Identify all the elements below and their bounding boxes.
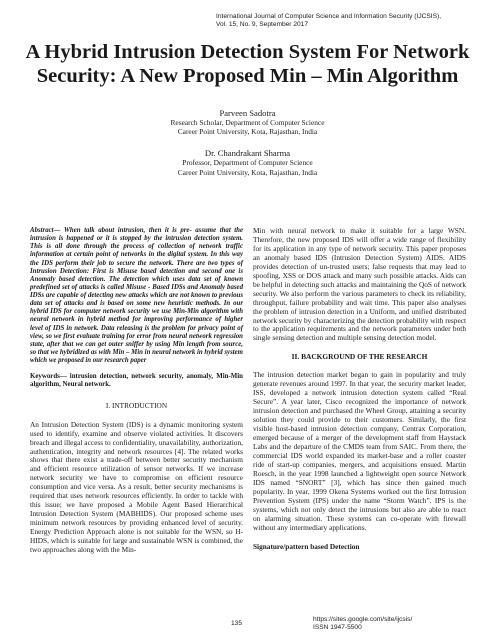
author-1 [100,108,395,136]
subsection-heading: Signature/pattern based Detection [253,541,360,551]
keywords: Keywords— intrusion detection, network security, anomaly, Min-Min algorithm, Neural network. [30,373,243,389]
author-affiliation: Career Point University, Kota, Rajasthan, India [177,167,318,177]
right-column [253,227,466,551]
author-name: Dr. Chandrakant Sharma [204,148,291,159]
background-text: The intrusion detection market began to gain in popularity and truly generate revenues around 1997. In that year, the security market leader, ISS, developed a network intrusion detection system called “Real Secure”. A year later, Cisco recognized the importance of network intrusion detection and purchased the Wheel Group, attaining a security solution they could provide to their customers. Similarly, the first visible host-based intrusion detection company, Centrax Corporation, emerged because of a merger of the development staff from Haystack Labs and the departure of the CMDS team from SAIC. From there, the commercial IDS world expanded its market-base and a roller coaster ride of start-up companies, mergers, and acquisitions ensued. Martin Roesch, in the year 1998 launched a lightweight open source Network IDS named “SNORT” [3], which has since then gained much popularity. In year, 1999 Okena Systems worked out the first Intrusion Prevention System (IPS) under the name “Storm Watch”. IPS is the systems, which not only detect the intrusions but also are able to react on alarming situation. These systems can co-operate with firewall without any intermediary applications. [253,370,466,532]
footer-issn: ISSN 1947-5500 [313,624,362,631]
journal-header [216,13,441,29]
paper-title [24,40,471,88]
section-heading-introduction: I. INTRODUCTION [105,400,168,410]
author-affiliation: Professor, Department of Computer Science [182,158,313,168]
introduction-text: An Intrusion Detection System (IDS) is a dynamic monitoring system used to identify, examine and observe violated activities. It discovers breach and illegal access to confidentiality, unavailability, authorization, authentication, integrity and network resources [4]. The related works shows that there exist a trade-off between better security mechanism and efficient resource utilization of sensor networks. If we increase network security we have to compromise on efficient resource consumption and vice versa. As a result, better security mechanisms is required that uses network resources efficiently. In order to tackle with this issue; we have proposed a Mobile Agent Based Hierarchical Intrusion Detection System (MABHIDS). Our proposed scheme uses minimum network resources by providing enhanced level of security. Energy Prediction Approach alone is not suitable for the WSN, so H-HIDS, which is suitable for large and sustainable WSN is combined, the two approaches along with the Min- [30,419,243,555]
author-name: Parveen Sadotra [219,108,276,118]
abstract: Abstract— When talk about intrusion, then it is pre- assume that the intrusion is happened or it is stopped by the intrusion detection system. This is all done through the process of collection of network traffic information at certain point of networks in the digital system. In this way the IDS perform their job to secure the network. There are two types of Intrusion Detection: First is Misuse based detection and second one is Anomaly based detection. The detection which uses data set of known predefined set of attacks is called Misuse - Based IDSs and Anomaly based IDSs are capable of detecting new attacks which are not known to previous data set of attacks and is based on some new heuristic methods. In our hybrid IDS for computer network security we use Min-Min algorithm with neural network in hybrid method for improving performance of higher level of IDS in network. Data releasing is the problem for privacy point of view, so we first evaluate training for error from neural network regression state, after that we can get outer sniffer by using Min length from source, so that we hybridized as with Min – Min in neural network in hybrid system which we proposed in our research paper [30,227,243,364]
journal-volume: Vol. 15, No. 9, September 2017 [216,21,309,28]
left-column [30,227,243,555]
section-heading-background: II. BACKGROUND OF THE RESEARCH [291,352,428,362]
journal-name: International Journal of Computer Science and Information Security (IJCSIS), [216,13,442,20]
author-affiliation: Career Point University, Kota, Rajasthan, India [177,127,318,137]
footer-url: https://sites.google.com/site/ijcsis/ [313,616,413,623]
page-number: 135 [231,620,243,627]
author-affiliation: Research Scholar, Department of Computer Science [170,118,325,127]
author-block [100,108,395,177]
footer-info [313,616,412,632]
title-line-2: Security: A New Proposed Min – Min Algorithm [36,65,459,87]
title-line-1: A Hybrid Intrusion Detection System For Network [25,41,470,63]
body-paragraph: Min with neural network to make it suitable for a large WSN. Therefore, the new proposed IDS will offer a wide range of flexibility for its application in any type of network security. This paper proposes an anomaly based IDS (Intrusion Detection System) AIDS. AIDS provides detection of un-trusted users; false requests that may lead to spoofing, XSS or DOS attack and many such possible attacks. Aids can be helpful in detecting such attacks and maintaining the QoS of network security. We also perform the various parameters to check its reliability, throughput, failure probability and wait time. This paper also analyses the problem of intrusion detection in a Uniform, and unified distributed network security by characterizing the detection probability with respect to the application requirements and the network parameters under both single sensing detection and multiple sensing detection model. [253,226,466,343]
author-2 [100,148,395,176]
